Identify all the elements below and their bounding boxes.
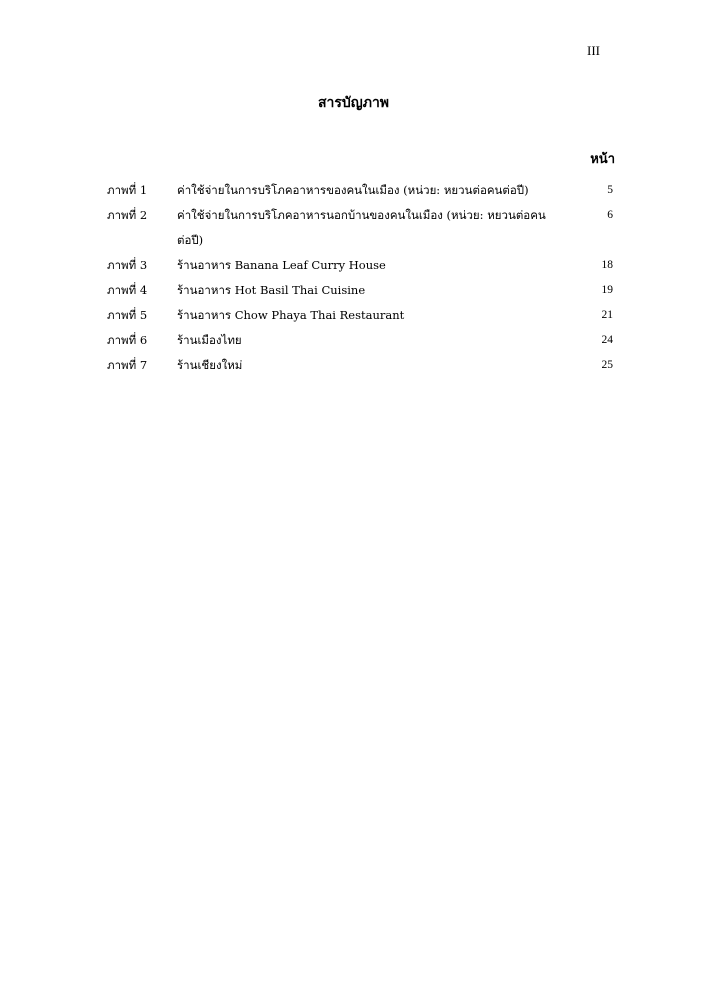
- list-of-figures: [107, 178, 613, 378]
- figure-page-number: 6: [607, 209, 613, 221]
- list-item[interactable]: [107, 328, 613, 353]
- list-item[interactable]: [107, 353, 613, 378]
- figure-page-number: 21: [601, 309, 613, 321]
- figure-caption: ค่าใช้จ่ายในการบริโภคอาหารนอกบ้านของคนในเมือง (หน่วย: หยวนต่อคน ต่อปี): [177, 208, 546, 247]
- figure-caption: ร้านอาหาร Hot Basil Thai Cuisine: [177, 283, 366, 297]
- figure-label: ภาพที่ 1: [107, 183, 148, 197]
- figure-label: ภาพที่ 2: [107, 208, 148, 222]
- list-item[interactable]: [107, 203, 613, 253]
- figure-caption: ค่าใช้จ่ายในการบริโภคอาหารของคนในเมือง (หน่วย: หยวนต่อคนต่อปี): [177, 183, 529, 197]
- figure-label: ภาพที่ 4: [107, 283, 148, 297]
- figure-caption: ร้านอาหาร Banana Leaf Curry House: [177, 258, 386, 272]
- list-item[interactable]: [107, 303, 613, 328]
- list-item[interactable]: [107, 253, 613, 278]
- figure-page-number: 19: [601, 284, 613, 296]
- page-title: สารบัญภาพ: [317, 95, 390, 111]
- list-item[interactable]: [107, 278, 613, 303]
- figure-page-number: 25: [601, 359, 613, 371]
- figure-caption: ร้านเชียงใหม่: [177, 358, 243, 372]
- figure-label: ภาพที่ 5: [107, 308, 148, 322]
- figure-label: ภาพที่ 3: [107, 258, 148, 272]
- figure-page-number: 5: [607, 184, 613, 196]
- figure-label: ภาพที่ 6: [107, 333, 148, 347]
- figure-label: ภาพที่ 7: [107, 358, 148, 372]
- page-number: III: [587, 43, 600, 58]
- figure-page-number: 18: [601, 259, 613, 271]
- figure-caption: ร้านอาหาร Chow Phaya Thai Restaurant: [177, 308, 405, 322]
- figure-page-number: 24: [601, 334, 613, 346]
- page-column-heading: หน้า: [590, 152, 615, 167]
- figure-caption: ร้านเมืองไทย: [177, 333, 242, 347]
- list-item[interactable]: [107, 178, 613, 203]
